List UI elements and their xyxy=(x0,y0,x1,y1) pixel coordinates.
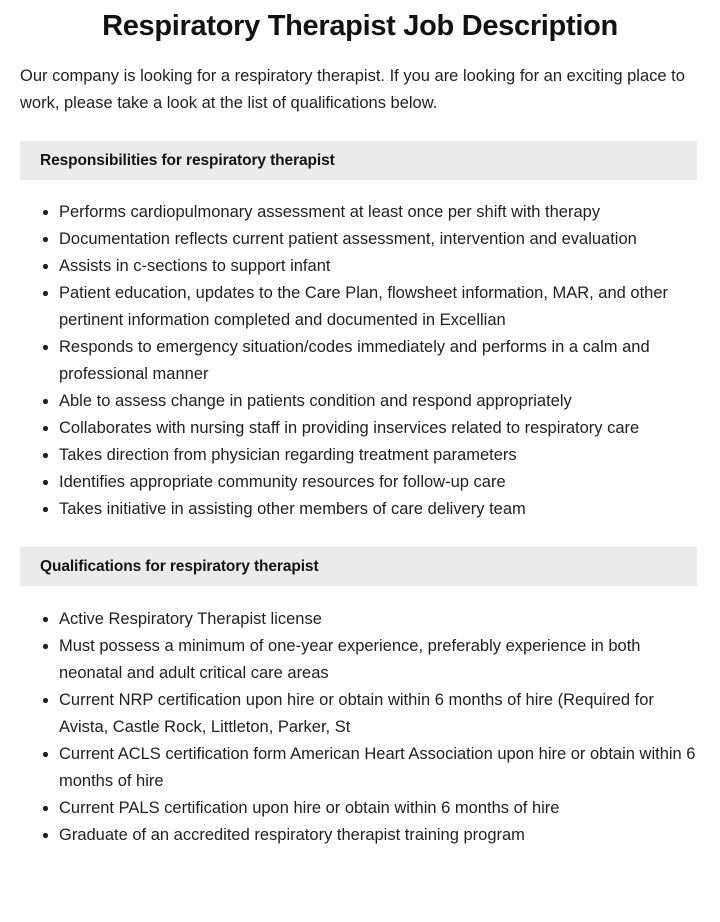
list-item-text: Performs cardiopulmonary assessment at least once per shift with therapy xyxy=(59,203,601,221)
bullet-icon xyxy=(43,617,48,622)
responsibilities-list xyxy=(0,180,720,523)
section-header-responsibilities xyxy=(20,141,697,180)
list-item xyxy=(0,415,720,442)
bullet-icon xyxy=(43,264,48,269)
list-item xyxy=(0,280,720,334)
list-item xyxy=(0,469,720,496)
list-item-text: Takes direction from physician regarding treatment parameters xyxy=(59,446,517,464)
bullet-icon xyxy=(43,399,48,404)
bullet-icon xyxy=(43,291,48,296)
list-item-text: Responds to emergency situation/codes immediately and performs in a calm and professional manner xyxy=(59,338,650,383)
list-item-text: Patient education, updates to the Care Plan, flowsheet information, MAR, and other pertinent information completed and documented in Excellian xyxy=(59,284,669,329)
list-item-text: Current PALS certification upon hire or obtain within 6 months of hire xyxy=(59,799,560,817)
bullet-icon xyxy=(43,806,48,811)
section-heading-label: Responsibilities for respiratory therapist xyxy=(40,151,335,169)
list-item-text: Active Respiratory Therapist license xyxy=(59,610,322,628)
bullet-icon xyxy=(43,698,48,703)
qualifications-list xyxy=(0,586,720,849)
section-header-qualifications xyxy=(20,547,697,586)
list-item xyxy=(0,633,720,687)
section-heading-label: Qualifications for respiratory therapist xyxy=(40,557,319,575)
list-item-text: Collaborates with nursing staff in providing inservices related to respiratory care xyxy=(59,419,640,437)
bullet-icon xyxy=(43,507,48,512)
list-item-text: Graduate of an accredited respiratory therapist training program xyxy=(59,826,525,844)
list-item xyxy=(0,795,720,822)
list-item-text: Current ACLS certification form American Heart Association upon hire or obtain within 6 months of hire xyxy=(59,745,696,790)
bullet-icon xyxy=(43,237,48,242)
list-item xyxy=(0,388,720,415)
bullet-icon xyxy=(43,453,48,458)
list-item-text: Identifies appropriate community resources for follow-up care xyxy=(59,473,506,491)
bullet-icon xyxy=(43,210,48,215)
list-item xyxy=(0,496,720,523)
list-item-text: Able to assess change in patients condition and respond appropriately xyxy=(59,392,572,410)
list-item xyxy=(0,606,720,633)
list-item xyxy=(0,442,720,469)
bullet-icon xyxy=(43,752,48,757)
list-item-text: Current NRP certification upon hire or obtain within 6 months of hire (Required for Avista, Castle Rock, Littleton, Parker, St xyxy=(59,691,654,736)
bullet-icon xyxy=(43,833,48,838)
list-item-text: Documentation reflects current patient assessment, intervention and evaluation xyxy=(59,230,637,248)
list-item xyxy=(0,822,720,849)
list-item-text: Must possess a minimum of one-year experience, preferably experience in both neonatal and adult critical care areas xyxy=(59,637,641,682)
list-item xyxy=(0,199,720,226)
bullet-icon xyxy=(43,345,48,350)
page-title: Respiratory Therapist Job Description xyxy=(102,10,618,42)
list-item xyxy=(0,687,720,741)
list-item xyxy=(0,226,720,253)
intro-paragraph: Our company is looking for a respiratory therapist. If you are looking for an exciting place to work, please take a look at the list of qualifications below. xyxy=(20,67,685,112)
bullet-icon xyxy=(43,426,48,431)
list-item-text: Assists in c-sections to support infant xyxy=(59,257,331,275)
list-item-text: Takes initiative in assisting other members of care delivery team xyxy=(59,500,526,518)
list-item xyxy=(0,741,720,795)
bullet-icon xyxy=(43,644,48,649)
list-item xyxy=(0,334,720,388)
list-item xyxy=(0,253,720,280)
bullet-icon xyxy=(43,480,48,485)
